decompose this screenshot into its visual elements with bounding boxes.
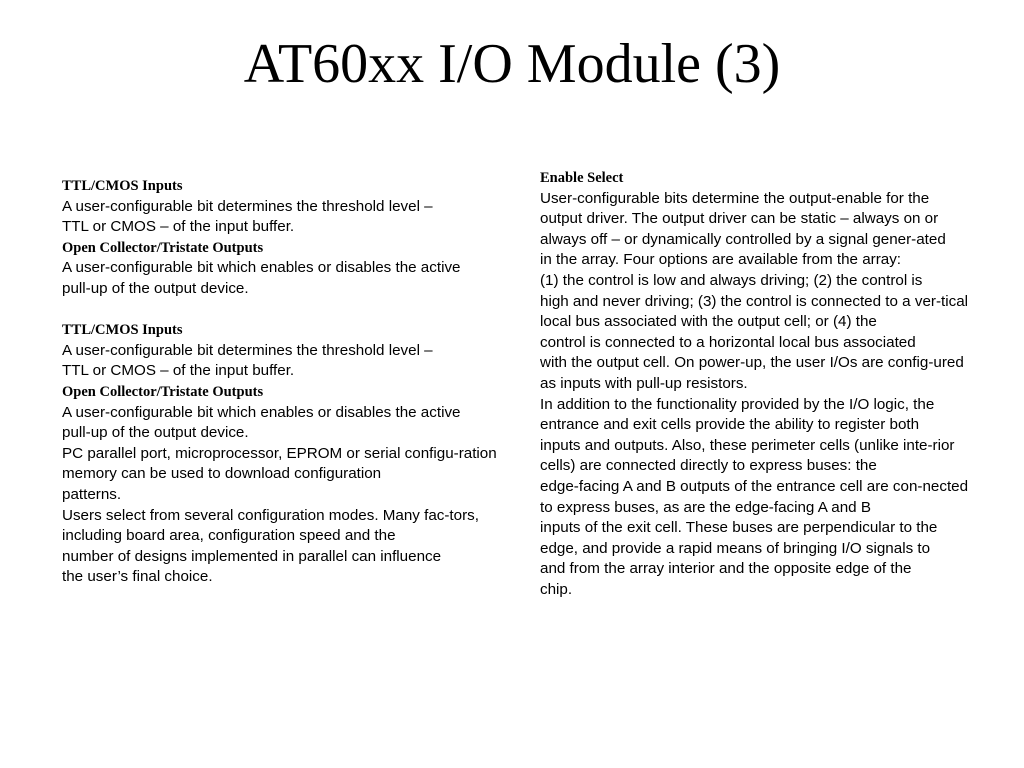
- text-line: (1) the control is low and always driving; (2) the control is: [540, 271, 923, 289]
- text-line: A user-configurable bit determines the threshold level –: [62, 197, 433, 215]
- text-line: User-configurable bits determine the output-enable for the: [540, 189, 930, 207]
- text-line: and from the array interior and the opposite edge of the: [540, 560, 912, 578]
- text-line: edge-facing A and B outputs of the entrance cell are con-nected: [540, 477, 969, 495]
- text-line: local bus associated with the output cell; or (4) the: [540, 313, 877, 331]
- text-line: cells) are connected directly to express buses: the: [540, 457, 877, 475]
- text-line: high and never driving; (3) the control is connected to a ver-tical: [540, 292, 969, 310]
- slide-title: AT60xx I/O Module (3): [243, 33, 781, 95]
- text-line: A user-configurable bit which enables or disables the active: [62, 259, 461, 277]
- text-line: with the output cell. On power-up, the user I/Os are config-ured: [540, 354, 964, 372]
- text-line: TTL or CMOS – of the input buffer.: [62, 218, 295, 236]
- ttl-cmos-inputs-heading: TTL/CMOS Inputs: [62, 178, 183, 194]
- text-line: always off – or dynamically controlled by a signal gener-ated: [540, 230, 946, 248]
- text-line: In addition to the functionality provided by the I/O logic, the: [540, 395, 935, 413]
- text-line: patterns.: [62, 485, 122, 503]
- open-collector-heading: Open Collector/Tristate Outputs: [62, 239, 264, 256]
- text-line: inputs of the exit cell. These buses are perpendicular to the: [540, 519, 938, 537]
- paragraph-spacer: [62, 300, 562, 321]
- text-line: memory can be used to download configuration: [62, 465, 382, 483]
- text-line: in the array. Four options are available from the array:: [540, 251, 902, 269]
- text-line: the user’s final choice.: [62, 568, 213, 586]
- text-line: pull-up of the output device.: [62, 279, 249, 297]
- text-line: edge, and provide a rapid means of bringing I/O signals to: [540, 539, 931, 557]
- text-line: to express buses, as are the edge-facing A and B: [540, 498, 871, 516]
- text-line: Users select from several configuration modes. Many fac-tors,: [62, 506, 479, 524]
- ttl-cmos-inputs-heading: TTL/CMOS Inputs: [62, 322, 183, 339]
- text-line: A user-configurable bit which enables or disables the active: [62, 403, 461, 421]
- enable-select-heading: Enable Select: [540, 170, 624, 186]
- left-text-column: [62, 176, 562, 588]
- text-line: TTL or CMOS – of the input buffer.: [62, 362, 295, 380]
- right-text-column: [540, 168, 1024, 600]
- text-line: including board area, configuration speed and the: [62, 527, 396, 545]
- text-line: output driver. The output driver can be static – always on or: [540, 210, 939, 228]
- text-line: control is connected to a horizontal local bus associated: [540, 333, 916, 351]
- text-line: inputs and outputs. Also, these perimeter cells (unlike inte-rior: [540, 436, 955, 454]
- open-collector-heading: Open Collector/Tristate Outputs: [62, 383, 264, 400]
- text-line: pull-up of the output device.: [62, 424, 249, 442]
- text-line: chip.: [540, 580, 573, 598]
- text-line: number of designs implemented in parallel can influence: [62, 547, 442, 565]
- text-line: A user-configurable bit determines the threshold level –: [62, 341, 433, 359]
- text-line: PC parallel port, microprocessor, EPROM or serial configu-ration: [62, 444, 497, 462]
- text-line: entrance and exit cells provide the ability to register both: [540, 416, 920, 434]
- text-line: as inputs with pull-up resistors.: [540, 374, 748, 392]
